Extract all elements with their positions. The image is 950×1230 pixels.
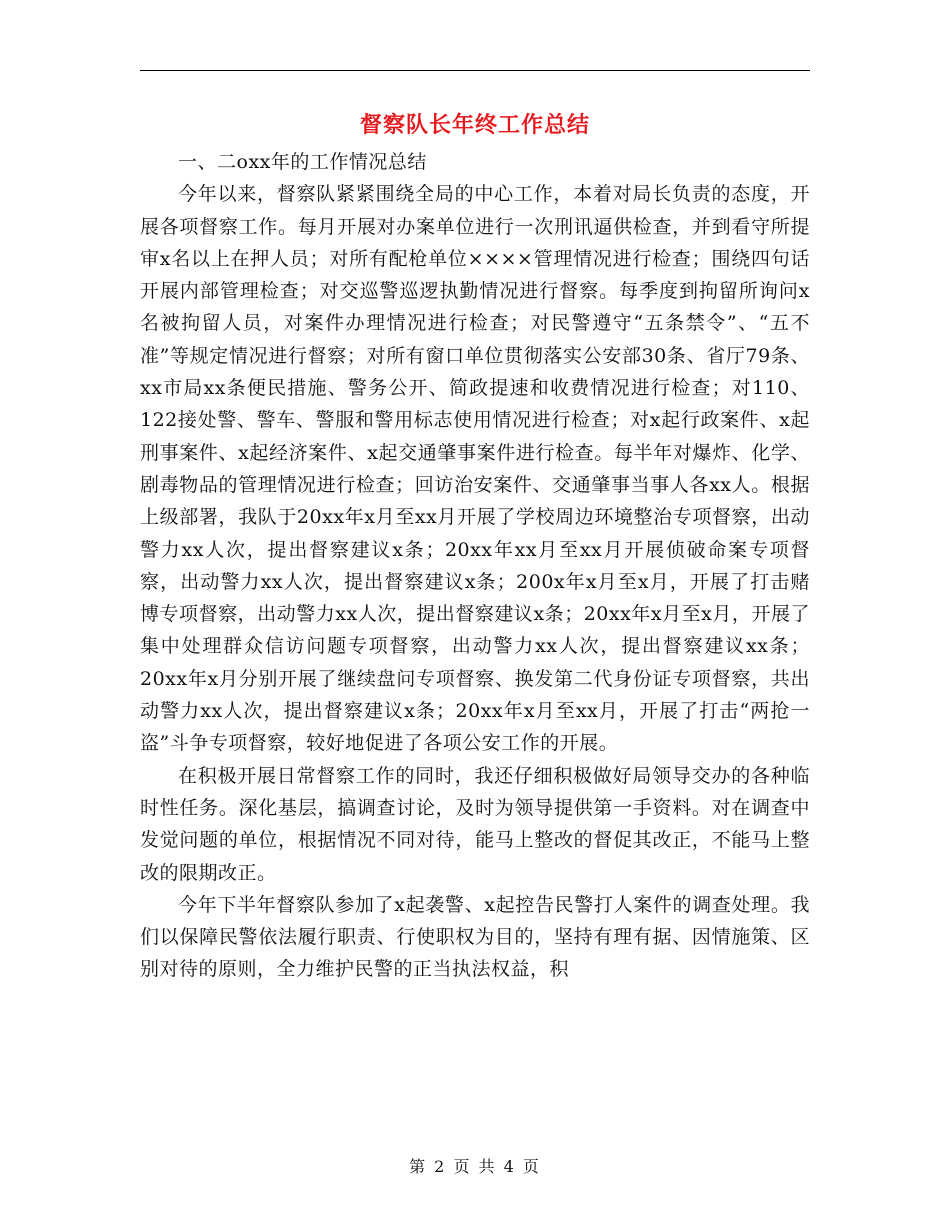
section-heading: 一、二oxx年的工作情况总结 (178, 151, 427, 173)
paragraph-1: 今年以来，督察队紧紧围绕全局的中心工作，本着对局长负责的态度，开展各项督察工作。每月开展对办案单位进行一次刑讯逼供检查，并到看守所提审x名以上在押人员；对所有配枪单位××××管理情况进行检查；围绕四句话开展内部管理检查；对交巡警巡逻执勤情况进行督察。每季度到拘留所询问x名被拘留人员，对案件办理情况进行检查；对民警遵守“五条禁令”、“五不准”等规定情况进行督察；对所有窗口单位贯彻落实公安部30条、省厅79条、xx市局xx条便民措施、警务公开、简政提速和收费情况进行检查；对110、122接处警、警车、警服和警用标志使用情况进行检查；对x起行政案件、x起刑事案件、x起经济案件、x起交通肇事案件进行检查。每半年对爆炸、化学、剧毒物品的管理情况进行检查；回访治安案件、交通肇事当事人各xx人。根据上级部署，我队于20xx年x月至xx月开展了学校周边环境整治专项督察，出动警力xx人次，提出督察建议x条；20xx年xx月至xx月开展侦破命案专项督察，出动警力xx人次，提出督察建议x条；200x年x月至x月，开展了打击赌博专项督察，出动警力xx人次，提出督察建议x条；20xx年x月至x月，开展了集中处理群众信访问题专项督察，出动警力xx人次，提出督察建议xx条；20xx年x月分别开展了继续盘问专项督察、换发第二代身份证专项督察，共出动警力xx人次，提出督察建议x条；20xx年x月至xx月，开展了打击“两抢一盗”斗争专项督察，较好地促进了各项公安工作的开展。 (140, 183, 810, 755)
paragraph-2: 在积极开展日常督察工作的同时，我还仔细积极做好局领导交办的各种临时性任务。深化基层，搞调查讨论，及时为领导提供第一手资料。对在调查中发觉问题的单位，根据情况不同对待，能马上整改的督促其改正，不能马上整改的限期改正。 (140, 764, 810, 884)
paragraph-3: 今年下半年督察队参加了x起袭警、x起控告民警打人案件的调查处理。我们以保障民警依法履行职责、行使职权为目的，坚持有理有据、因情施策、区别对待的原则，全力维护民警的正当执法权益，积 (140, 893, 810, 981)
page-number-footer: 第 2 页 共 4 页 (409, 1157, 541, 1176)
document-body (140, 146, 810, 986)
document-title: 督察队长年终工作总结 (359, 112, 590, 138)
header-rule (140, 70, 810, 71)
